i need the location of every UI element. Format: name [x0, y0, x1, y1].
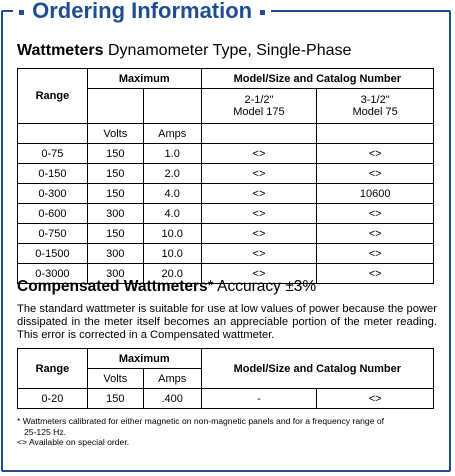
compensated-heading-bold: Compensated Wattmeters — [17, 278, 208, 295]
model-175-label: Model 175 — [233, 106, 285, 118]
cell-range: 0-1500 — [18, 244, 88, 264]
cell-amps: 4.0 — [143, 184, 201, 204]
table-row — [18, 224, 434, 244]
table-row — [18, 244, 434, 264]
cell-volts: 150 — [87, 224, 143, 244]
compensated-paragraph: The standard wattmeter is suitable for use at low values of power because the power dissipated in the meter itself becomes an appreciable portion of the meter reading. This error is corrected in a Compensated wattmeter. — [17, 303, 437, 341]
table-row — [18, 144, 434, 164]
cell-m175: <> — [201, 204, 317, 224]
cell-model-1: - — [201, 389, 317, 409]
cell-range: 0-3000 — [18, 264, 88, 284]
col-header-model-group: Model/Size and Catalog Number — [201, 69, 433, 89]
col-header-maximum: Maximum — [87, 349, 201, 369]
cell-m175: <> — [201, 264, 317, 284]
cell-volts: 150 — [87, 184, 143, 204]
cell-range: 0-20 — [18, 389, 88, 409]
wattmeters-heading-bold: Wattmeters — [17, 42, 104, 59]
footnote-2: <> Available on special order. — [17, 437, 130, 447]
wattmeters-table — [17, 68, 434, 284]
col-header-range: Range — [18, 69, 88, 124]
page-title — [13, 0, 271, 23]
col-header-amps: Amps — [143, 124, 201, 144]
table-row — [18, 164, 434, 184]
col-header-empty — [87, 89, 143, 124]
col-header-empty — [143, 89, 201, 124]
cell-m175: <> — [201, 184, 317, 204]
col-header-model-175 — [201, 89, 317, 124]
empty-cell — [201, 124, 317, 144]
footnotes — [17, 416, 437, 448]
cell-amps: 4.0 — [143, 204, 201, 224]
col-header-maximum: Maximum — [87, 69, 201, 89]
col-header-range: Range — [18, 349, 88, 389]
cell-volts: 150 — [87, 164, 143, 184]
cell-range: 0-600 — [18, 204, 88, 224]
wattmeters-heading-rest: Dynamometer Type, Single-Phase — [108, 42, 352, 59]
cell-volts: 300 — [87, 204, 143, 224]
cell-range: 0-150 — [18, 164, 88, 184]
model-75-label: Model 75 — [352, 106, 398, 118]
cell-range: 0-300 — [18, 184, 88, 204]
col-header-model-group: Model/Size and Catalog Number — [201, 349, 433, 389]
table-row — [18, 204, 434, 224]
cell-amps: 1.0 — [143, 144, 201, 164]
cell-m175: <> — [201, 164, 317, 184]
title-bullet-right — [260, 10, 265, 15]
title-text: Ordering Information — [32, 0, 253, 23]
cell-range: 0-750 — [18, 224, 88, 244]
model-175-size: 2-1/2" — [244, 94, 274, 106]
cell-volts: 300 — [87, 244, 143, 264]
cell-volts: 300 — [87, 264, 143, 284]
empty-cell — [317, 124, 434, 144]
col-header-amps: Amps — [143, 369, 201, 389]
cell-amps: 10.0 — [143, 224, 201, 244]
cell-amps: 20.0 — [143, 264, 201, 284]
cell-volts: 150 — [87, 144, 143, 164]
model-75-size: 3-1/2" — [360, 94, 390, 106]
footnote-1-cont: 25-125 Hz. — [24, 426, 67, 437]
col-header-model-75 — [317, 89, 434, 124]
empty-cell — [18, 124, 88, 144]
cell-m75: <> — [317, 224, 434, 244]
cell-m75: <> — [317, 164, 434, 184]
compensated-heading-star: * — [207, 278, 214, 295]
cell-m175: <> — [201, 244, 317, 264]
cell-m175: <> — [201, 224, 317, 244]
col-header-volts: Volts — [87, 369, 143, 389]
cell-m75: <> — [317, 264, 434, 284]
wattmeters-heading — [17, 42, 351, 60]
cell-m75: <> — [317, 204, 434, 224]
cell-m75: <> — [317, 144, 434, 164]
cell-model-2: <> — [317, 389, 434, 409]
compensated-heading — [17, 278, 316, 296]
cell-range: 0-75 — [18, 144, 88, 164]
table-row — [18, 184, 434, 204]
col-header-volts: Volts — [87, 124, 143, 144]
cell-amps: 2.0 — [143, 164, 201, 184]
title-bullet-left — [19, 10, 24, 15]
cell-m175: <> — [201, 144, 317, 164]
cell-m75: 10600 — [317, 184, 434, 204]
cell-amps: .400 — [143, 389, 201, 409]
cell-m75: <> — [317, 244, 434, 264]
cell-amps: 10.0 — [143, 244, 201, 264]
compensated-table — [17, 348, 434, 409]
compensated-heading-rest: Accuracy ±3% — [217, 278, 317, 295]
cell-volts: 150 — [87, 389, 143, 409]
footnote-1: * Wattmeters calibrated for either magnetic on non-magnetic panels and for a frequency range of — [17, 416, 385, 426]
